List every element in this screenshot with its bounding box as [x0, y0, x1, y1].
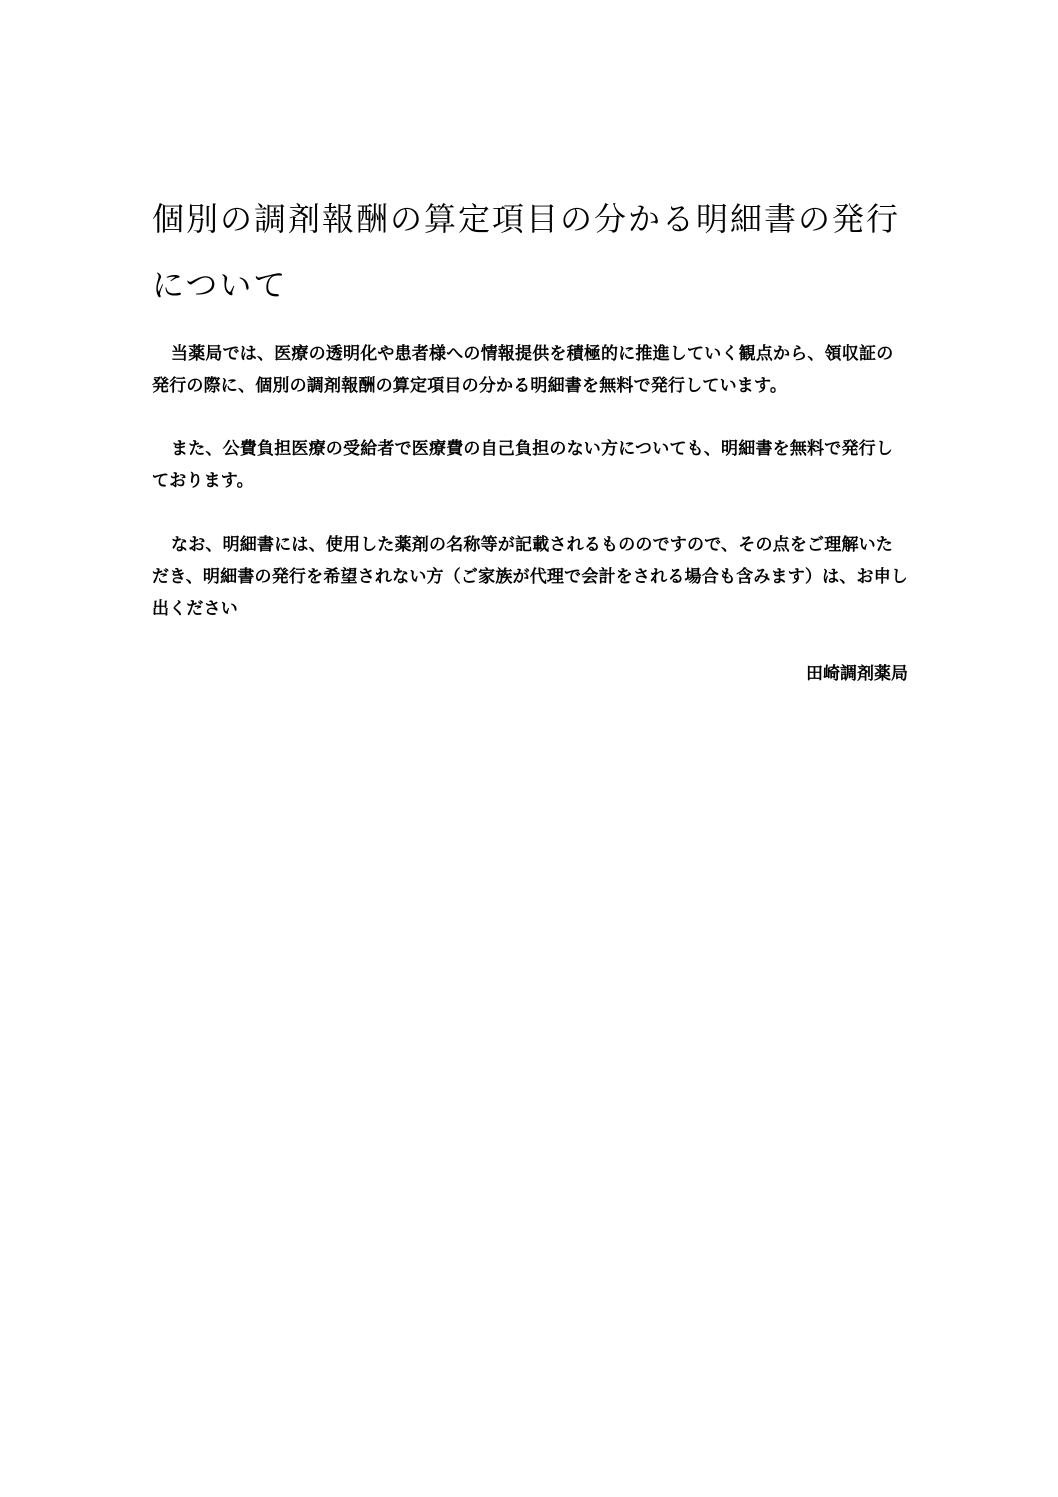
document-title: 個別の調剤報酬の算定項目の分かる明細書の発行について	[152, 200, 901, 304]
paragraph-public-expense: また、公費負担医療の受給者で医療費の自己負担のない方についても、明細書を無料で発行しております。	[152, 439, 894, 491]
paragraph-opt-out-notice: なお、明細書には、使用した薬剤の名称等が記載されるもののですので、その点をご理解いただき、明細書の発行を希望されない方（ご家族が代理で会計をされる場合も含みます）は、お申し出ください	[152, 535, 909, 619]
paragraph-statement-issuance: 当薬局では、医療の透明化や患者様への情報提供を積極的に推進していく観点から、領収証の発行の際に、個別の調剤報酬の算定項目の分かる明細書を無料で発行しています。	[152, 344, 894, 396]
pharmacy-signature: 田崎調剤薬局	[806, 664, 908, 684]
